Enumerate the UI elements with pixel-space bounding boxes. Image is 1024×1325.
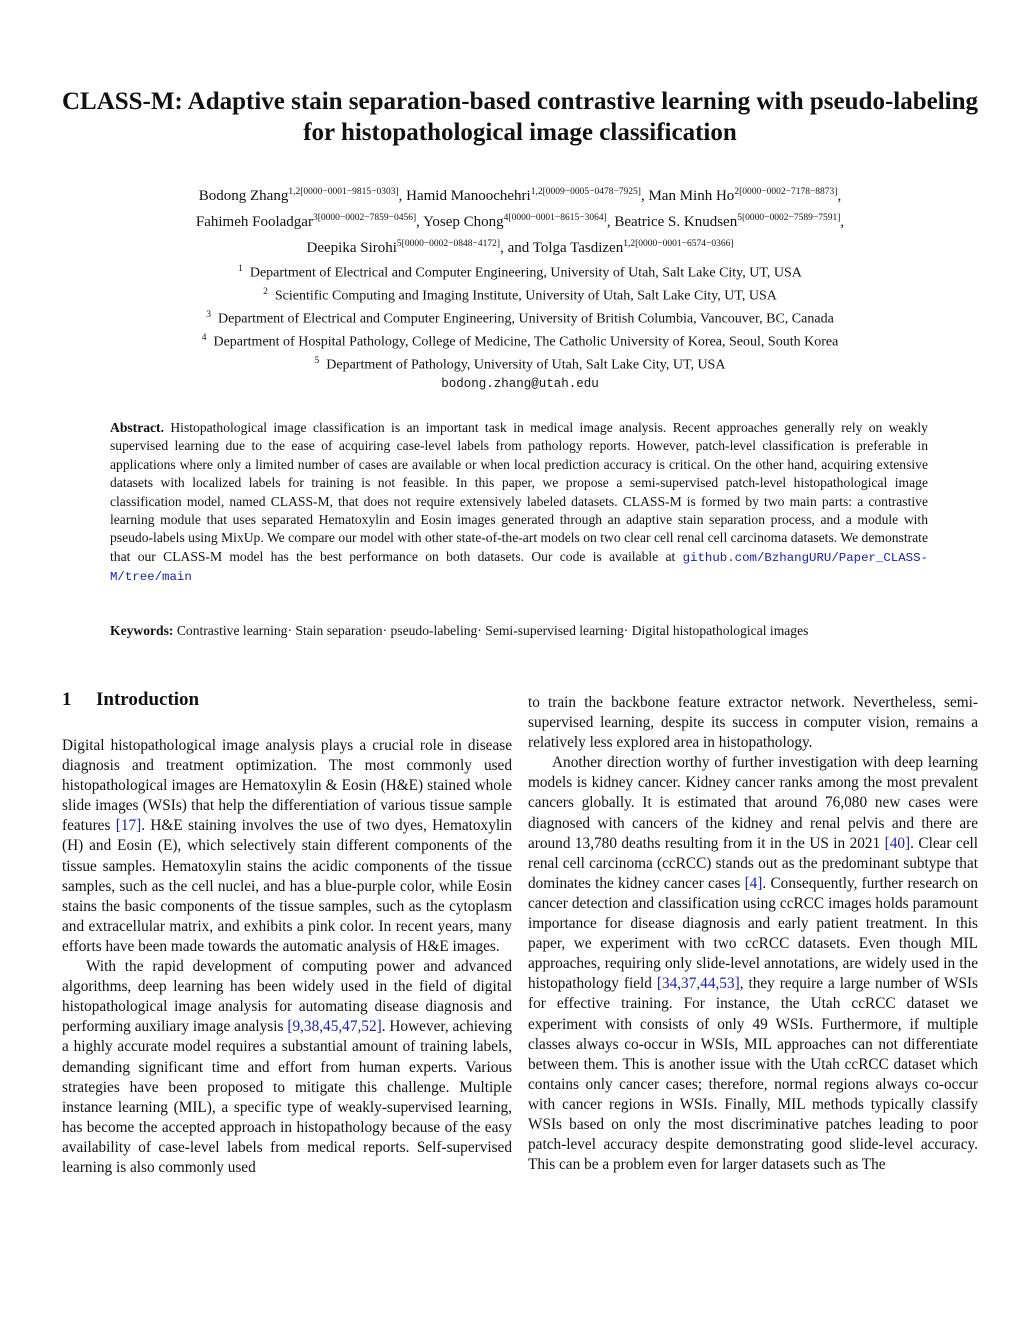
affiliation: $^3$ Department of Electrical and Computer Engineering, University of British Columbia, Vancouver, BC, Canada <box>206 309 834 327</box>
paragraph-text: . H&E staining involves the use of two dyes, Hematoxylin (H) and Eosin (E), which selectively stain different components of the tissue samples. Hematoxylin stains the acidic components of the tissue samples, such as the cell nuclei, and has a blue-purple color, while Eosin stains the basic components of the tissue samples, such as the cytoplasm and extracellular matrix, and exhibits a pink color. In recent years, many efforts have been made towards the automatic analysis of H&E images. <box>62 817 512 955</box>
paragraph <box>62 736 512 957</box>
abstract-label: Abstract. <box>110 420 164 435</box>
right-column <box>528 693 978 1175</box>
arxiv-stamp-text <box>0 375 1 960</box>
author: Beatrice S. Knudsen$^{5[0000-0002-7589-7591]}$, <box>614 213 845 230</box>
affiliation: $^5$ Department of Pathology, University of Utah, Salt Lake City, UT, USA <box>314 355 726 373</box>
paragraph-text: , they require a large number of WSIs for effective training. For instance, the Utah ccRCC dataset we experiment with consists of only 49 WSIs. Furthermore, if multiple classes always co-occur in WSIs, MIL approaches can not differentiate between them. This is another issue with the Utah ccRCC dataset which contains only cancer cases; therefore, normal regions always co-occur with cancer regions in WSIs. Finally, MIL methods typically classify WSIs based on only the most discriminative patches leading to poor patch-level accuracy despite demonstrating good slide-level accuracy. This can be a problem even for larger datasets such as The <box>528 975 978 1174</box>
paragraph-text: Another direction worthy of further investigation with deep learning models is kidney cancer. Kidney cancer ranks among the most prevalent cancers globally. It is estimated that around 76,080 new cases were diagnosed with cancers of the kidney and renal pelvis and there are around 13,780 deaths resulting from it in the US in 2021 <box>528 754 978 852</box>
affiliation: $^1$ Department of Electrical and Computer Engineering, University of Utah, Salt Lake City, UT, USA <box>238 264 802 281</box>
paper-title: CLASS-M: Adaptive stain separation-based contrastive learning with pseudo-labeling for histopathological image classification <box>61 88 979 146</box>
affiliation: $^4$ Department of Hospital Pathology, College of Medicine, The Catholic University of Korea, Seoul, South Korea <box>201 332 839 350</box>
paragraph <box>62 957 512 1178</box>
affiliations <box>100 260 940 393</box>
author: Hamid Manoochehri$^{1,2[0009-0005-0478-7925]}$, <box>406 187 649 204</box>
keywords-text: Contrastive learning· Stain separation· pseudo-labeling· Semi-supervised learning· Digital histopathological images <box>176 623 809 638</box>
abstract-text: Histopathological image classification is an important task in medical image analysis. Recent approaches generally rely on weakly supervised learning due to the ease of acquiring case-level labels from pathology reports. However, patch-level classification is preferable in applications where only a limited number of cases are available or when local prediction accuracy is critical. On the other hand, acquiring extensive datasets with localized labels for training is not feasible. In this paper, we propose a semi-supervised patch-level histopathological image classification model, named CLASS-M, that does not require extensively labeled datasets. CLASS-M is formed by two main parts: a contrastive learning module that uses separated Hematoxylin and Eosin images generated through an adaptive stain separation process, and a module with pseudo-labels using MixUp. We compare our model with other state-of-the-art models on two clear cell renal cell carcinoma datasets. We demonstrate that our CLASS-M model has the best performance on both datasets. Our code is available at <box>110 420 928 564</box>
citation-link[interactable]: [4] <box>744 874 763 892</box>
author: Yosep Chong$^{4[0000-0001-8615-3064]}$, <box>423 213 615 230</box>
citation-link[interactable]: [17] <box>115 817 142 835</box>
section-number: 1 <box>62 689 72 710</box>
citation-link[interactable]: [34,37,44,53] <box>656 975 740 993</box>
paragraph <box>528 753 978 1175</box>
keywords-label: Keywords: <box>110 623 174 638</box>
paragraph-text: . Consequently, further research on cancer detection and classification using ccRCC images holds paramount importance for disease diagnosis and early patient treatment. In this paper, we experiment with two ccRCC datasets. Even though MIL approaches, requiring only slide-level annotations, are widely used in the histopathology field <box>528 874 978 993</box>
keywords <box>110 622 928 640</box>
affiliation: $^2$ Scientific Computing and Imaging Institute, University of Utah, Salt Lake City, UT, USA <box>263 286 777 304</box>
section-heading <box>62 689 199 711</box>
citation-link[interactable]: [9,38,45,47,52] <box>287 1018 382 1036</box>
author-list <box>70 181 970 259</box>
paragraph-text: . Clear cell renal cell carcinoma (ccRCC) stands out as the predominant subtype that dominates the kidney cancer cases <box>528 834 978 892</box>
author: Deepika Sirohi$^{5[0000-0002-0848-4172]}$, and <box>306 239 533 256</box>
abstract <box>110 419 928 587</box>
section-title: Introduction <box>96 689 200 710</box>
author: Man Minh $Ho^{2[0000-0002-7178-8873]}$, <box>648 187 842 204</box>
code-link[interactable]: github.com/BzhangURU/Paper_CLASS-M/tree/main <box>110 550 928 585</box>
paragraph <box>528 693 978 753</box>
contact-email[interactable]: bodong.zhang@utah.edu <box>441 376 599 391</box>
author: Tolga Tasdizen$^{1,2[0000-0001-6574-0366]}$ <box>532 239 734 256</box>
paragraph-text: . However, achieving a highly accurate model requires a substantial amount of training labels, demanding significant time and effort from human experts. Various strategies have been proposed to mitigate this challenge. Multiple instance learning (MIL), a specific type of weakly-supervised learning, has become the accepted approach in histopathology because of the easy availability of case-level labels from medical reports. Self-supervised learning is also commonly used <box>62 1018 513 1176</box>
author: Fahimeh Fooladgar$^{3[0000-0002-7859-0456]}$, <box>195 213 424 230</box>
paragraph-text: to train the backbone feature extractor network. Nevertheless, semi-supervised learning, despite its success in computer vision, remains a relatively less explored area in histopathology. <box>528 694 978 752</box>
author: Bodong Zhang$^{1,2[0000-0001-9815-0303]}$, <box>198 187 407 204</box>
left-column <box>62 736 512 1178</box>
citation-link[interactable]: [40] <box>884 834 911 852</box>
arxiv-stamp <box>8 372 62 962</box>
paragraph-text: Digital histopathological image analysis plays a crucial role in disease diagnosis and treatment optimization. The most commonly used histopathological images are Hematoxylin & Eosin (H&E) stained whole slide images (WSIs) that help the differentiation of various tissue sample features <box>62 737 512 835</box>
paragraph-text: With the rapid development of computing power and advanced algorithms, deep learning has been widely used in the field of digital histopathological image analysis for automating disease diagnosis and performing auxiliary image analysis <box>62 958 512 1036</box>
